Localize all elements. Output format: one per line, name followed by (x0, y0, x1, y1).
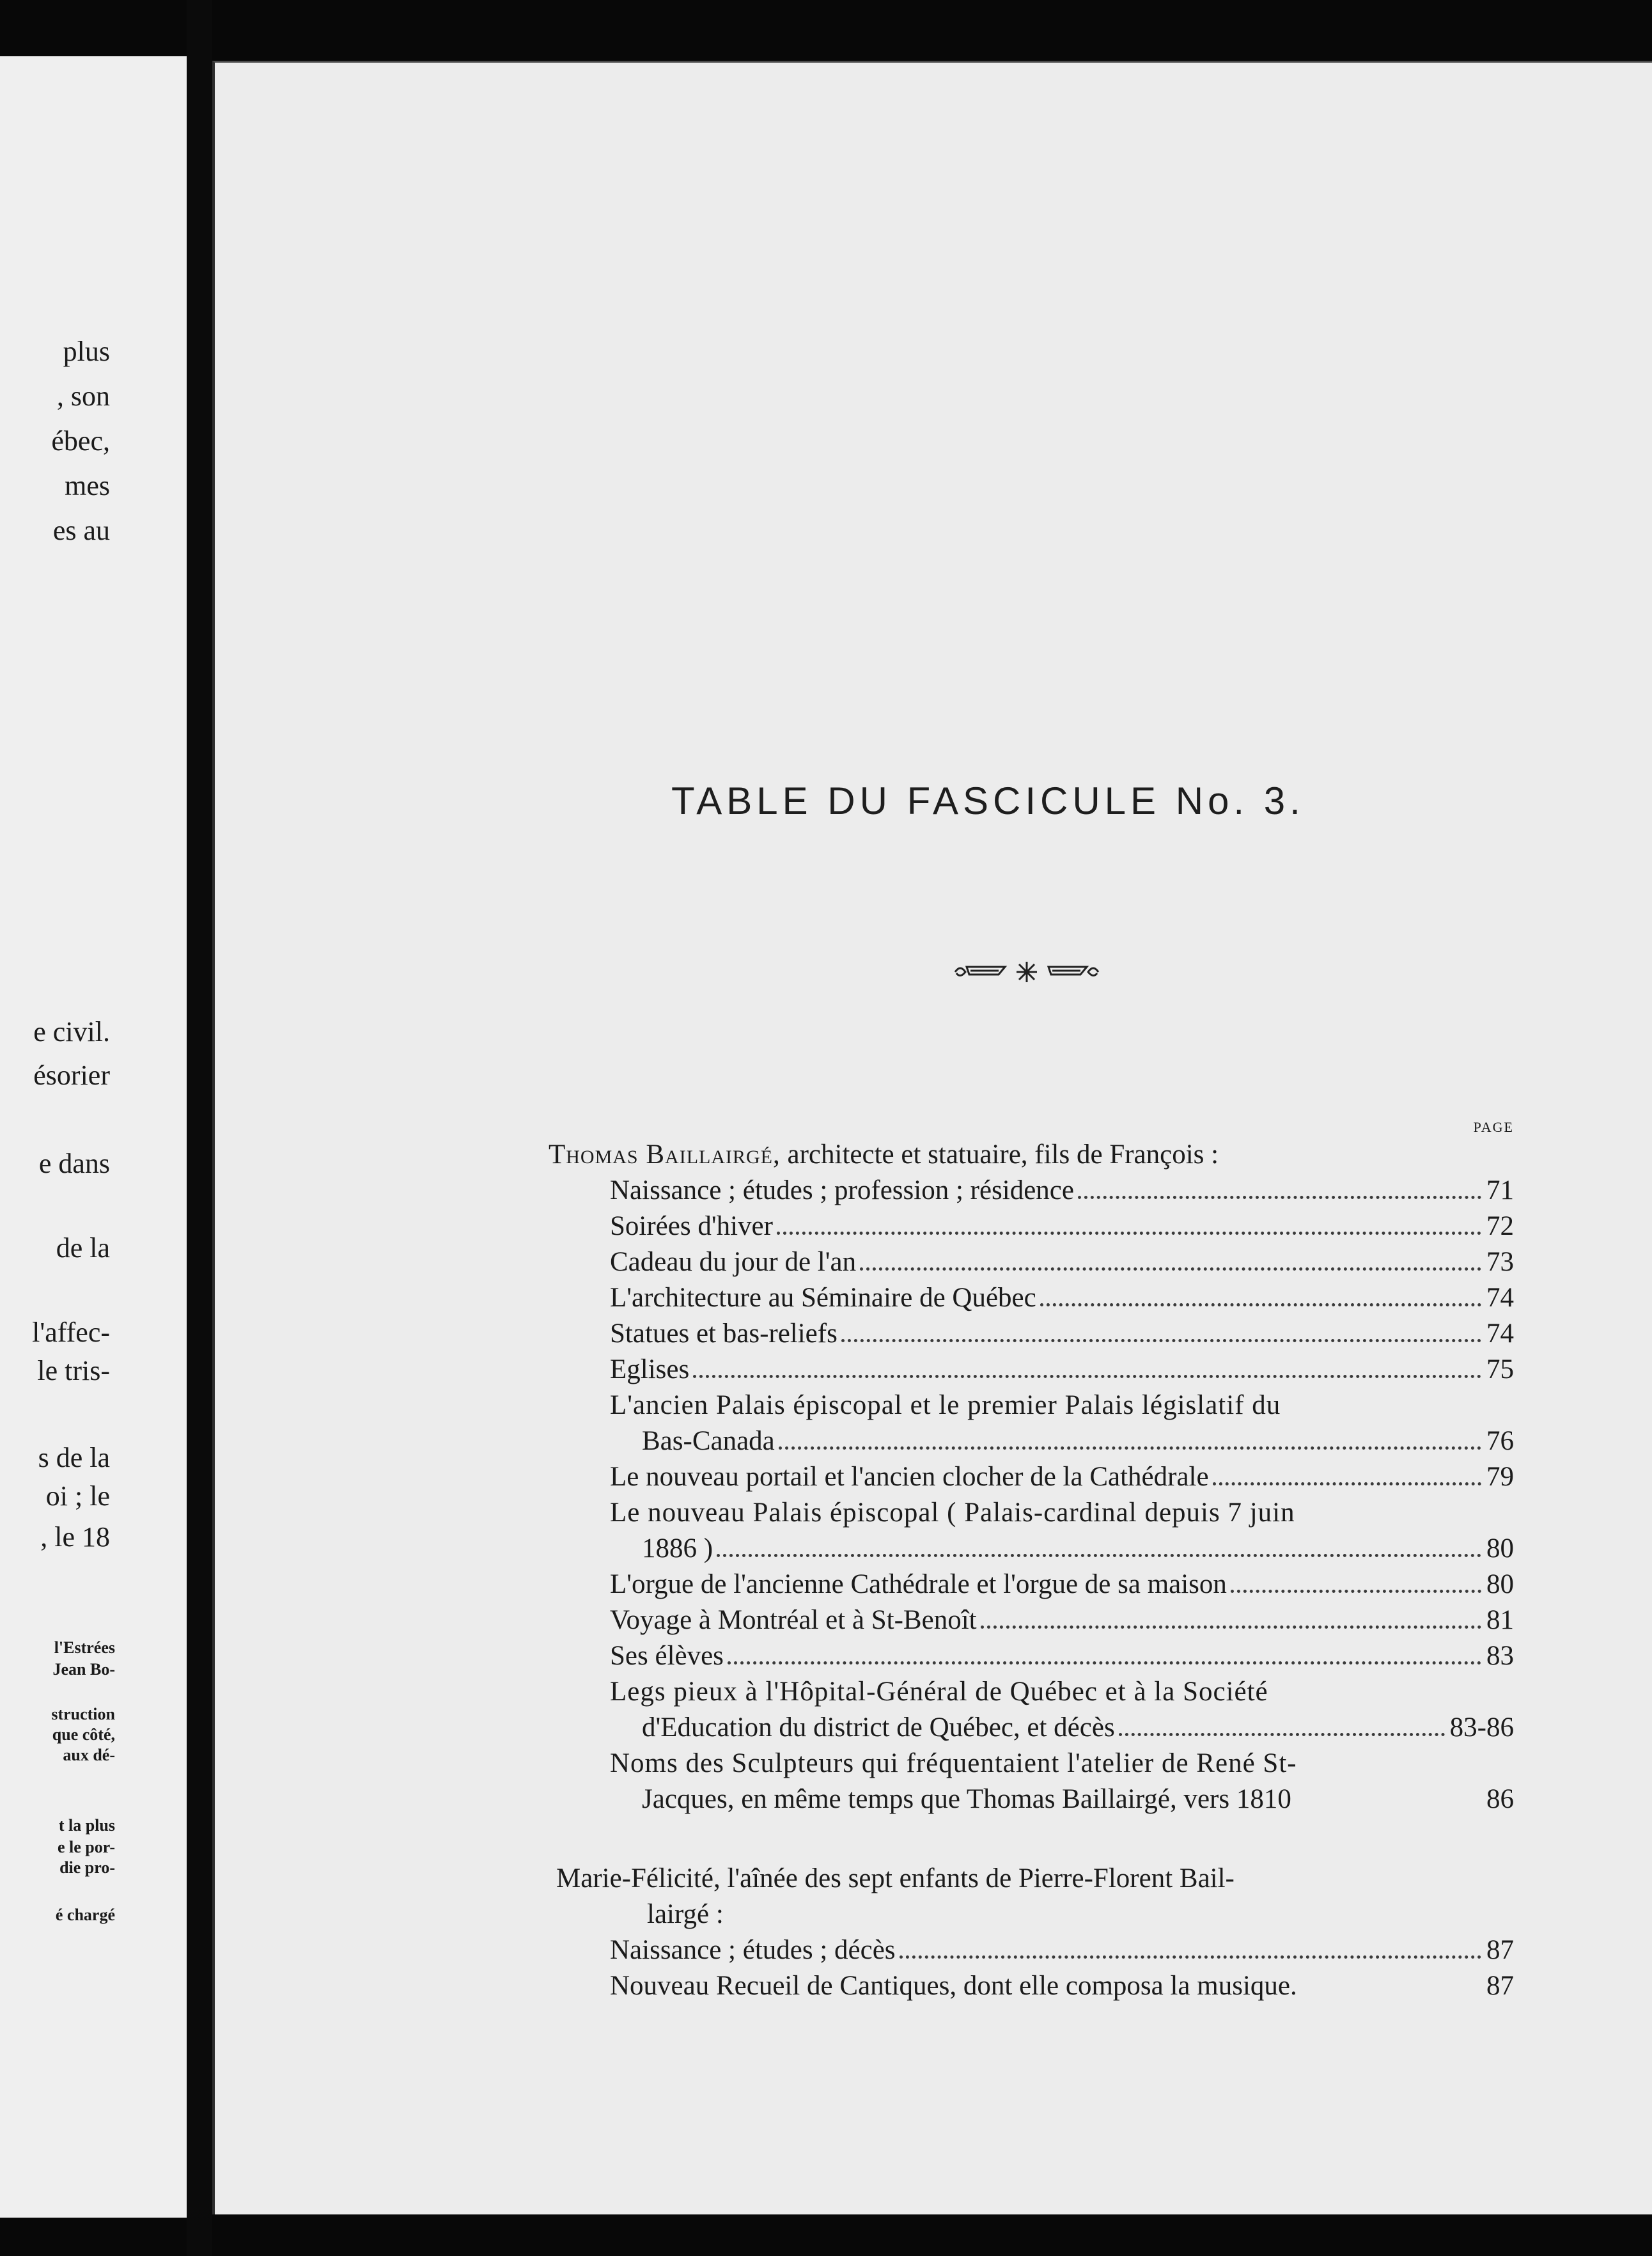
toc-entry (610, 1280, 1514, 1316)
entry-page: 81 (1486, 1605, 1514, 1635)
book-gutter (187, 0, 212, 2256)
entry-page: 80 (1486, 1569, 1514, 1599)
fragment-note-line: Jean Bo- (52, 1660, 115, 1679)
person-name: Marie-Félicité, (556, 1863, 721, 1893)
section-description: architecte et statuaire, fils de François : (780, 1140, 1219, 1170)
leader-dots (841, 1339, 1481, 1342)
section-description-continuation: lairgé : (647, 1899, 724, 1929)
toc-entry-continuation (642, 1710, 1514, 1746)
fragment-line: oi ; le (45, 1480, 110, 1512)
leader-dots (693, 1375, 1481, 1378)
fragment-line: le tris- (37, 1355, 110, 1386)
fragment-line: e civil. (33, 1016, 110, 1047)
toc-entry (610, 1968, 1514, 2004)
fragment-line: plus (63, 336, 110, 367)
toc-entry (610, 1932, 1514, 1968)
fragment-line: ébec, (51, 425, 110, 457)
fragment-note-line: é chargé (55, 1906, 115, 1924)
entry-page: 79 (1486, 1462, 1514, 1492)
entry-title-continuation: 1886 ) (642, 1533, 713, 1563)
entry-title-continuation: Bas-Canada (642, 1426, 775, 1456)
entry-title: Nouveau Recueil de Cantiques, dont elle composa la musique. (610, 1971, 1297, 2001)
toc-entry (610, 1674, 1514, 1710)
entry-page: 71 (1486, 1175, 1514, 1205)
section-heading-thomas-baillairge (549, 1137, 1219, 1173)
entry-title: Statues et bas-reliefs (610, 1319, 838, 1349)
entry-page: 76 (1486, 1426, 1514, 1456)
entry-title: Cadeau du jour de l'an (610, 1247, 857, 1277)
toc-entry-continuation (642, 1423, 1514, 1459)
toc-entry (610, 1567, 1514, 1602)
leader-dots (900, 1955, 1481, 1959)
entry-page: 83 (1486, 1641, 1514, 1671)
fragment-note-line: aux dé- (63, 1746, 115, 1764)
toc-entry (610, 1602, 1514, 1638)
toc-entry (610, 1244, 1514, 1280)
ornament-divider (950, 958, 1103, 986)
fragment-line: ésorier (33, 1060, 110, 1091)
entry-title: L'orgue de l'ancienne Cathédrale et l'orgue de sa maison (610, 1569, 1227, 1599)
fragment-note-line: struction (51, 1705, 115, 1723)
entry-page: 87 (1486, 1971, 1514, 2001)
leader-dots (1040, 1303, 1481, 1306)
toc-entry (610, 1638, 1514, 1674)
entry-page: 74 (1486, 1319, 1514, 1349)
toc-entry (610, 1459, 1514, 1495)
entry-title: Le nouveau portail et l'ancien clocher de la Cathédrale (610, 1462, 1209, 1492)
leader-dots (717, 1554, 1481, 1557)
toc-entry (610, 1495, 1514, 1531)
entry-title: L'ancien Palais épiscopal et le premier Palais législatif du (610, 1390, 1281, 1420)
entry-page: 74 (1486, 1283, 1514, 1313)
entry-title: Noms des Sculpteurs qui fréquentaient l'atelier de René St- (610, 1748, 1297, 1778)
entry-title: L'architecture au Séminaire de Québec (610, 1283, 1036, 1313)
entry-title: Le nouveau Palais épiscopal ( Palais-cardinal depuis 7 juin (610, 1498, 1295, 1528)
entry-title: Voyage à Montréal et à St-Benoît (610, 1605, 977, 1635)
section-heading-marie-felicite (556, 1861, 1235, 1897)
leader-dots (728, 1661, 1481, 1665)
fragment-line: e dans (38, 1148, 110, 1179)
toc-entry (610, 1388, 1514, 1423)
entry-title: Naissance ; études ; décès (610, 1935, 896, 1965)
entry-title: Naissance ; études ; profession ; résidence (610, 1175, 1074, 1205)
previous-page-fragment (0, 56, 190, 2218)
entry-title: Legs pieux à l'Hôpital-Général de Québec et à la Société (610, 1677, 1268, 1707)
entry-page: 73 (1486, 1247, 1514, 1277)
fragment-line: , son (56, 380, 110, 412)
fragment-note-line: die pro- (59, 1858, 115, 1877)
leader-dots (777, 1232, 1481, 1235)
person-name: Thomas Baillairgé, (549, 1140, 781, 1170)
entry-page: 86 (1486, 1784, 1514, 1814)
entry-page: 83-86 (1449, 1712, 1514, 1743)
entry-title: Ses élèves (610, 1641, 724, 1671)
leader-dots (860, 1267, 1481, 1271)
entry-page: 75 (1486, 1354, 1514, 1384)
entry-title: Eglises (610, 1354, 690, 1384)
toc-entry (610, 1316, 1514, 1352)
entry-page: 80 (1486, 1533, 1514, 1563)
fragment-line: es au (52, 515, 110, 546)
section-description: l'aînée des sept enfants de Pierre-Florent Bail- (720, 1863, 1235, 1893)
leader-dots (1119, 1733, 1445, 1736)
fragment-line: s de la (38, 1442, 110, 1473)
toc-entry (610, 1173, 1514, 1209)
entry-title: Soirées d'hiver (610, 1211, 773, 1241)
toc-entry (610, 1209, 1514, 1244)
page-title: TABLE DU FASCICULE No. 3. (671, 779, 1305, 822)
fragment-note-line: t la plus (58, 1816, 115, 1835)
toc-entry-continuation (642, 1782, 1514, 1817)
contents-page (212, 61, 1652, 2214)
leader-dots (1231, 1590, 1481, 1593)
toc-entry (610, 1746, 1514, 1782)
leader-dots (1213, 1482, 1481, 1485)
fragment-line: de la (56, 1232, 110, 1264)
entry-title-continuation: Jacques, en même temps que Thomas Baillairgé, vers 1810 (642, 1784, 1291, 1814)
leader-dots (1078, 1196, 1481, 1199)
fragment-note-line: que côté, (52, 1725, 115, 1744)
fragment-line: l'affec- (32, 1317, 110, 1348)
fragment-note-line: l'Estrées (54, 1638, 115, 1657)
entry-page: 72 (1486, 1211, 1514, 1241)
entry-page: 87 (1486, 1935, 1514, 1965)
toc-entry-continuation (642, 1531, 1514, 1567)
leader-dots (981, 1625, 1481, 1629)
toc-entry (610, 1352, 1514, 1388)
entry-title-continuation: d'Education du district de Québec, et décès (642, 1712, 1115, 1743)
page-column-header: PAGE (1473, 1119, 1514, 1135)
leader-dots (779, 1446, 1481, 1450)
fragment-note-line: e le por- (58, 1838, 115, 1856)
fragment-line: mes (65, 470, 110, 501)
fragment-line: , le 18 (40, 1521, 110, 1553)
